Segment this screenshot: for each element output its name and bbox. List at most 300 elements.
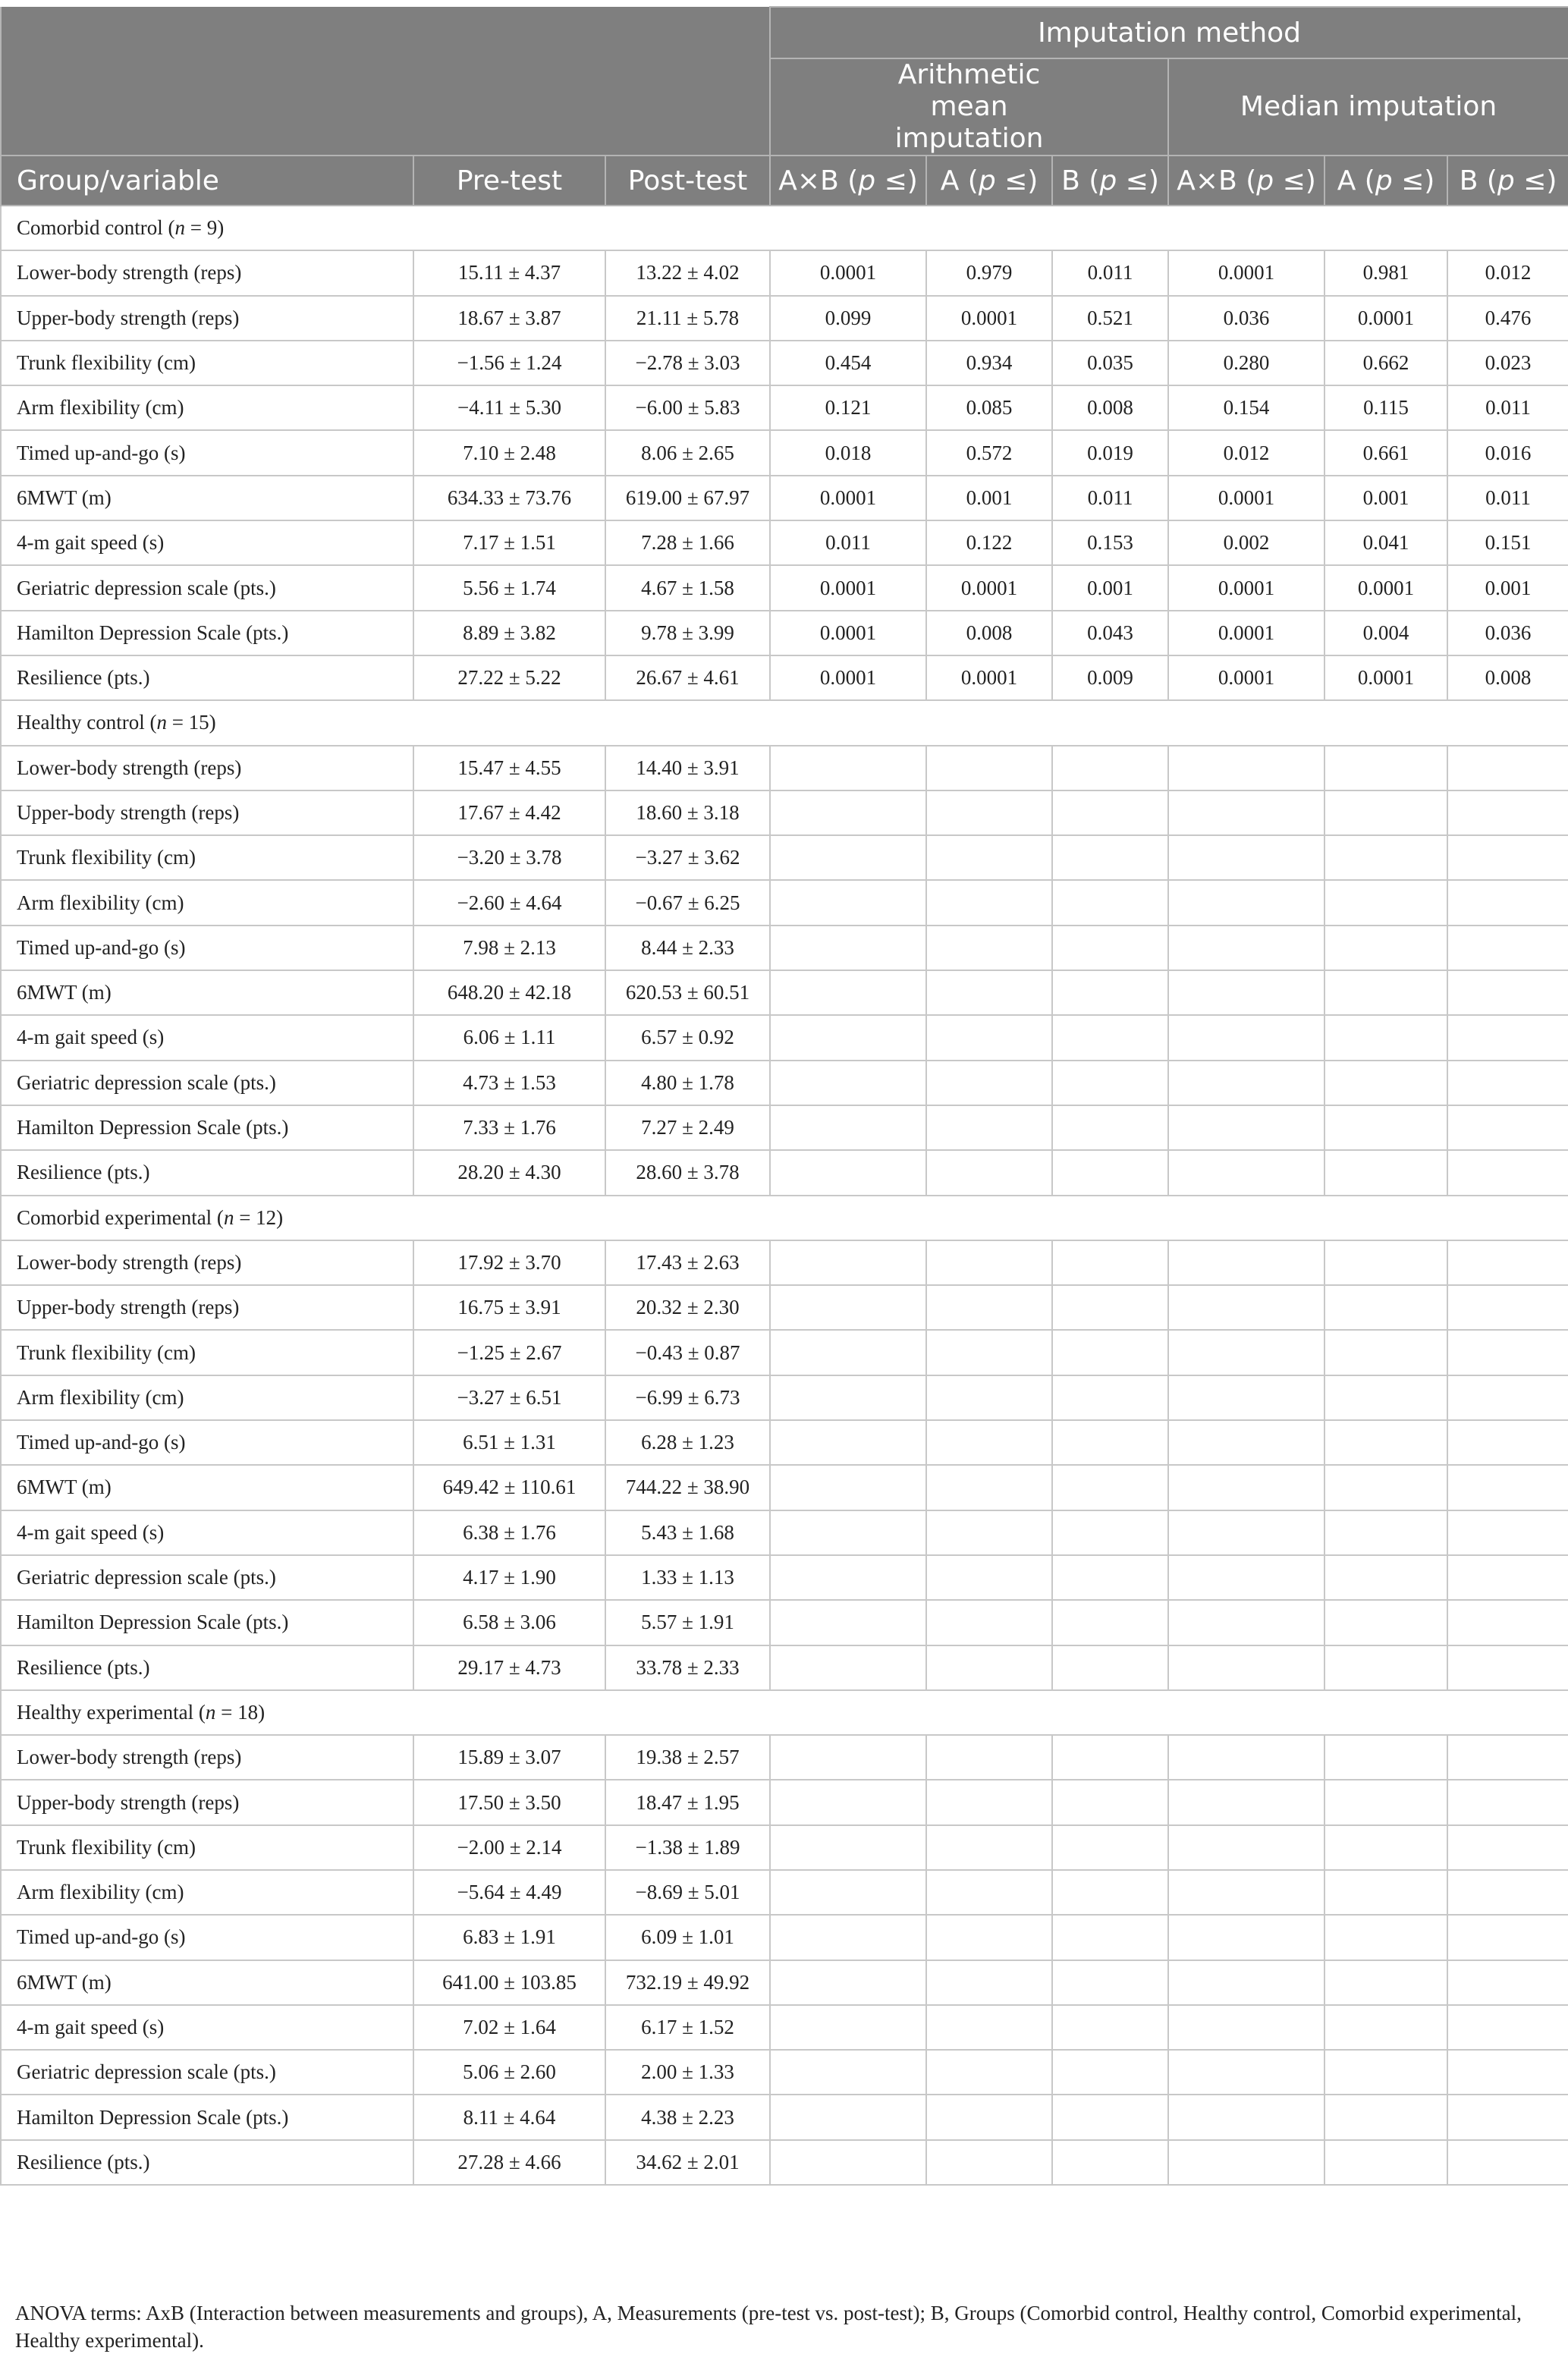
cell-am-b — [1052, 1960, 1168, 2005]
table-row — [1, 341, 1568, 385]
cell-md-a — [1324, 1375, 1447, 1420]
cell-post: 26.67 ± 4.61 — [605, 655, 770, 700]
table-row — [1, 611, 1568, 655]
cell-am-b — [1052, 746, 1168, 790]
cell-am-axb — [770, 746, 926, 790]
cell-pre: 4.73 ± 1.53 — [413, 1061, 605, 1105]
cell-md-a — [1324, 1240, 1447, 1285]
cell-am-axb — [770, 1960, 926, 2005]
cell-post: 7.28 ± 1.66 — [605, 520, 770, 565]
variable-name: Upper-body strength (reps) — [1, 790, 413, 835]
cell-am-a — [926, 1555, 1052, 1600]
table-row — [1, 1375, 1568, 1420]
cell-pre: 17.67 ± 4.42 — [413, 790, 605, 835]
cell-am-axb — [770, 1510, 926, 1555]
cell-md-a: 0.0001 — [1324, 565, 1447, 610]
cell-md-axb — [1168, 1420, 1324, 1465]
table-row — [1, 430, 1568, 475]
results-table-container — [0, 6, 1568, 2186]
header-arithmetic-mean-text: Arithmetic mean imputation — [894, 59, 1044, 154]
cell-am-b — [1052, 1555, 1168, 1600]
cell-md-axb — [1168, 1645, 1324, 1690]
cell-post: 18.47 ± 1.95 — [605, 1780, 770, 1824]
group-header-row — [1, 1196, 1568, 1240]
cell-am-a — [926, 1061, 1052, 1105]
cell-post: 620.53 ± 60.51 — [605, 970, 770, 1015]
cell-md-axb — [1168, 835, 1324, 880]
cell-md-a: 0.0001 — [1324, 655, 1447, 700]
group-n-symbol: n — [223, 1205, 234, 1229]
cell-am-b — [1052, 2005, 1168, 2050]
cell-md-axb — [1168, 1330, 1324, 1375]
cell-pre: 7.02 ± 1.64 — [413, 2005, 605, 2050]
cell-am-b — [1052, 1915, 1168, 1960]
cell-md-axb: 0.0001 — [1168, 476, 1324, 520]
cell-md-b — [1447, 1555, 1568, 1600]
cell-md-a — [1324, 1015, 1447, 1060]
variable-name: Hamilton Depression Scale (pts.) — [1, 1600, 413, 1645]
cell-md-b — [1447, 1735, 1568, 1780]
cell-pre: 648.20 ± 42.18 — [413, 970, 605, 1015]
cell-pre: 17.92 ± 3.70 — [413, 1240, 605, 1285]
cell-md-b — [1447, 790, 1568, 835]
cell-post: 4.67 ± 1.58 — [605, 565, 770, 610]
cell-post: −2.78 ± 3.03 — [605, 341, 770, 385]
cell-am-a — [926, 2095, 1052, 2139]
cell-md-b — [1447, 1150, 1568, 1195]
table-row — [1, 296, 1568, 341]
cell-md-axb — [1168, 1240, 1324, 1285]
cell-am-b — [1052, 790, 1168, 835]
group-label — [1, 700, 1568, 745]
cell-post: 4.38 ± 2.23 — [605, 2095, 770, 2139]
h-am-axb-le: ≤) — [875, 165, 918, 196]
cell-md-axb: 0.036 — [1168, 296, 1324, 341]
table-row — [1, 1555, 1568, 1600]
cell-pre: 15.89 ± 3.07 — [413, 1735, 605, 1780]
group-n-symbol: n — [205, 1700, 216, 1724]
cell-md-a — [1324, 1960, 1447, 2005]
cell-pre: −5.64 ± 4.49 — [413, 1870, 605, 1915]
cell-am-a: 0.0001 — [926, 296, 1052, 341]
cell-am-axb — [770, 2005, 926, 2050]
table-row — [1, 2095, 1568, 2139]
cell-md-axb — [1168, 2095, 1324, 2139]
cell-am-a: 0.0001 — [926, 565, 1052, 610]
cell-md-b — [1447, 835, 1568, 880]
variable-name: Trunk flexibility (cm) — [1, 1825, 413, 1870]
cell-am-a: 0.572 — [926, 430, 1052, 475]
variable-name: 4-m gait speed (s) — [1, 520, 413, 565]
cell-pre: 8.89 ± 3.82 — [413, 611, 605, 655]
cell-md-axb — [1168, 1015, 1324, 1060]
header-median: Median imputation — [1168, 58, 1568, 156]
cell-am-b — [1052, 1285, 1168, 1330]
table-row — [1, 250, 1568, 295]
h-am-b-pre: B ( — [1061, 165, 1100, 196]
cell-am-a — [926, 1780, 1052, 1824]
group-n-value: = 18) — [215, 1700, 266, 1724]
cell-am-axb — [770, 835, 926, 880]
cell-pre: 6.06 ± 1.11 — [413, 1015, 605, 1060]
cell-md-b — [1447, 1375, 1568, 1420]
group-header-row — [1, 700, 1568, 745]
cell-am-a — [926, 1510, 1052, 1555]
table-footnote: ANOVA terms: AxB (Interaction between measurements and groups), A, Measurements (pre-test vs. post-test); B, Groups (Comorbid control, Healthy control, Comorbid experimental, Healthy experimental). — [15, 2302, 1522, 2352]
cell-md-a — [1324, 1465, 1447, 1510]
cell-am-axb: 0.0001 — [770, 611, 926, 655]
cell-md-a — [1324, 2140, 1447, 2185]
cell-am-a: 0.122 — [926, 520, 1052, 565]
cell-post: 34.62 ± 2.01 — [605, 2140, 770, 2185]
cell-post: 28.60 ± 3.78 — [605, 1150, 770, 1195]
h-md-axb-le: ≤) — [1274, 165, 1316, 196]
cell-post: 20.32 ± 2.30 — [605, 1285, 770, 1330]
cell-md-a: 0.661 — [1324, 430, 1447, 475]
header-blank — [1, 7, 770, 58]
cell-md-axb — [1168, 1465, 1324, 1510]
cell-am-b — [1052, 1645, 1168, 1690]
cell-md-b — [1447, 1780, 1568, 1824]
cell-am-a — [926, 746, 1052, 790]
cell-md-b — [1447, 2140, 1568, 2185]
cell-am-axb: 0.454 — [770, 341, 926, 385]
cell-md-b — [1447, 1600, 1568, 1645]
cell-md-b — [1447, 1960, 1568, 2005]
cell-md-axb — [1168, 1870, 1324, 1915]
cell-am-axb — [770, 2050, 926, 2095]
cell-md-axb: 0.002 — [1168, 520, 1324, 565]
cell-md-a — [1324, 2050, 1447, 2095]
cell-post: −6.99 ± 6.73 — [605, 1375, 770, 1420]
cell-pre: −2.00 ± 2.14 — [413, 1825, 605, 1870]
h-am-axb-p: p — [858, 165, 876, 196]
cell-md-axb: 0.0001 — [1168, 655, 1324, 700]
cell-am-b — [1052, 1780, 1168, 1824]
table-row — [1, 1105, 1568, 1150]
cell-am-b: 0.043 — [1052, 611, 1168, 655]
cell-md-a: 0.662 — [1324, 341, 1447, 385]
table-body — [1, 206, 1568, 2185]
header-md-a — [1324, 156, 1447, 206]
variable-name: Arm flexibility (cm) — [1, 1870, 413, 1915]
cell-post: 2.00 ± 1.33 — [605, 2050, 770, 2095]
cell-am-a — [926, 835, 1052, 880]
cell-md-a — [1324, 2005, 1447, 2050]
cell-am-axb: 0.011 — [770, 520, 926, 565]
cell-post: 8.06 ± 2.65 — [605, 430, 770, 475]
table-row — [1, 1420, 1568, 1465]
cell-md-axb — [1168, 746, 1324, 790]
cell-md-b — [1447, 2050, 1568, 2095]
cell-md-a — [1324, 1645, 1447, 1690]
h-am-b-le: ≤) — [1117, 165, 1159, 196]
cell-pre: 641.00 ± 103.85 — [413, 1960, 605, 2005]
cell-am-b — [1052, 1420, 1168, 1465]
results-table — [0, 6, 1568, 2186]
cell-am-b — [1052, 1465, 1168, 1510]
cell-am-b — [1052, 2140, 1168, 2185]
group-label — [1, 1196, 1568, 1240]
cell-am-b: 0.019 — [1052, 430, 1168, 475]
cell-md-b — [1447, 1240, 1568, 1285]
cell-post: −8.69 ± 5.01 — [605, 1870, 770, 1915]
group-label-text: Healthy experimental ( — [17, 1700, 206, 1724]
group-n-value: = 9) — [184, 216, 225, 240]
table-row — [1, 1870, 1568, 1915]
cell-md-a — [1324, 1420, 1447, 1465]
header-am-b — [1052, 156, 1168, 206]
cell-md-b — [1447, 880, 1568, 925]
cell-am-axb: 0.099 — [770, 296, 926, 341]
table-row — [1, 565, 1568, 610]
variable-name: Geriatric depression scale (pts.) — [1, 1555, 413, 1600]
cell-md-b — [1447, 1870, 1568, 1915]
cell-am-axb — [770, 1240, 926, 1285]
variable-name: Lower-body strength (reps) — [1, 1735, 413, 1780]
cell-am-axb — [770, 1420, 926, 1465]
group-n-value: = 15) — [166, 711, 216, 734]
cell-pre: −1.25 ± 2.67 — [413, 1330, 605, 1375]
cell-am-b — [1052, 1735, 1168, 1780]
cell-am-axb: 0.121 — [770, 385, 926, 430]
cell-post: 6.28 ± 1.23 — [605, 1420, 770, 1465]
cell-md-a — [1324, 880, 1447, 925]
cell-am-b — [1052, 1240, 1168, 1285]
table-row — [1, 1915, 1568, 1960]
cell-md-b: 0.011 — [1447, 476, 1568, 520]
group-label-text: Comorbid control ( — [17, 216, 175, 240]
cell-pre: 5.56 ± 1.74 — [413, 565, 605, 610]
cell-md-b — [1447, 926, 1568, 970]
cell-md-b — [1447, 1465, 1568, 1510]
variable-name: Timed up-and-go (s) — [1, 1915, 413, 1960]
cell-md-axb — [1168, 1825, 1324, 1870]
cell-am-a — [926, 926, 1052, 970]
variable-name: Resilience (pts.) — [1, 1150, 413, 1195]
table-row — [1, 520, 1568, 565]
table-row — [1, 1285, 1568, 1330]
cell-am-b: 0.011 — [1052, 476, 1168, 520]
cell-md-axb: 0.0001 — [1168, 565, 1324, 610]
h-am-b-p: p — [1099, 165, 1117, 196]
cell-am-a — [926, 1870, 1052, 1915]
cell-md-b — [1447, 1915, 1568, 1960]
table-row — [1, 790, 1568, 835]
cell-am-a — [926, 880, 1052, 925]
cell-am-b — [1052, 1825, 1168, 1870]
variable-name: Lower-body strength (reps) — [1, 746, 413, 790]
cell-md-a: 0.001 — [1324, 476, 1447, 520]
cell-md-axb — [1168, 790, 1324, 835]
cell-md-a — [1324, 1915, 1447, 1960]
cell-am-axb: 0.0001 — [770, 250, 926, 295]
cell-md-axb: 0.012 — [1168, 430, 1324, 475]
table-row — [1, 880, 1568, 925]
group-n-value: = 12) — [234, 1205, 284, 1229]
cell-md-b — [1447, 2005, 1568, 2050]
table-row — [1, 1240, 1568, 1285]
h-am-a-p: p — [978, 165, 996, 196]
cell-post: 19.38 ± 2.57 — [605, 1735, 770, 1780]
cell-md-axb — [1168, 926, 1324, 970]
variable-name: Resilience (pts.) — [1, 655, 413, 700]
cell-am-axb — [770, 1600, 926, 1645]
table-row — [1, 1510, 1568, 1555]
cell-post: 18.60 ± 3.18 — [605, 790, 770, 835]
variable-name: 6MWT (m) — [1, 1960, 413, 2005]
cell-am-a: 0.934 — [926, 341, 1052, 385]
variable-name: 4-m gait speed (s) — [1, 1015, 413, 1060]
cell-pre: 4.17 ± 1.90 — [413, 1555, 605, 1600]
table-row — [1, 1015, 1568, 1060]
cell-am-axb — [770, 1465, 926, 1510]
cell-am-b — [1052, 835, 1168, 880]
table-row — [1, 2050, 1568, 2095]
cell-post: 732.19 ± 49.92 — [605, 1960, 770, 2005]
table-row — [1, 1150, 1568, 1195]
cell-md-a — [1324, 1555, 1447, 1600]
cell-md-a — [1324, 1735, 1447, 1780]
cell-md-a — [1324, 926, 1447, 970]
cell-am-b: 0.035 — [1052, 341, 1168, 385]
variable-name: Trunk flexibility (cm) — [1, 341, 413, 385]
cell-am-axb — [770, 2095, 926, 2139]
cell-post: 619.00 ± 67.97 — [605, 476, 770, 520]
cell-post: 6.17 ± 1.52 — [605, 2005, 770, 2050]
cell-am-b — [1052, 2095, 1168, 2139]
variable-name: Upper-body strength (reps) — [1, 296, 413, 341]
cell-pre: 649.42 ± 110.61 — [413, 1465, 605, 1510]
cell-post: 6.57 ± 0.92 — [605, 1015, 770, 1060]
cell-md-a: 0.004 — [1324, 611, 1447, 655]
cell-am-axb — [770, 1870, 926, 1915]
cell-post: 21.11 ± 5.78 — [605, 296, 770, 341]
cell-am-a — [926, 1285, 1052, 1330]
cell-am-axb — [770, 1105, 926, 1150]
cell-md-a — [1324, 1061, 1447, 1105]
cell-am-a — [926, 1645, 1052, 1690]
table-row — [1, 970, 1568, 1015]
variable-name: Arm flexibility (cm) — [1, 880, 413, 925]
cell-post: 4.80 ± 1.78 — [605, 1061, 770, 1105]
cell-am-b — [1052, 1870, 1168, 1915]
cell-am-axb: 0.0001 — [770, 565, 926, 610]
variable-name: Trunk flexibility (cm) — [1, 835, 413, 880]
cell-post: −6.00 ± 5.83 — [605, 385, 770, 430]
cell-md-b: 0.016 — [1447, 430, 1568, 475]
variable-name: Timed up-and-go (s) — [1, 926, 413, 970]
header-group-variable: Group/variable — [1, 156, 413, 206]
cell-post: −0.43 ± 0.87 — [605, 1330, 770, 1375]
cell-am-b — [1052, 1375, 1168, 1420]
cell-pre: −2.60 ± 4.64 — [413, 880, 605, 925]
cell-am-axb — [770, 1150, 926, 1195]
cell-am-b — [1052, 970, 1168, 1015]
h-md-b-p: p — [1497, 165, 1515, 196]
cell-post: 1.33 ± 1.13 — [605, 1555, 770, 1600]
variable-name: Timed up-and-go (s) — [1, 1420, 413, 1465]
variable-name: Geriatric depression scale (pts.) — [1, 565, 413, 610]
cell-md-b — [1447, 1645, 1568, 1690]
h-md-axb-pre: A×B ( — [1177, 165, 1257, 196]
cell-am-a — [926, 1825, 1052, 1870]
h-md-a-p: p — [1375, 165, 1393, 196]
group-label — [1, 206, 1568, 250]
cell-md-a — [1324, 790, 1447, 835]
cell-am-b: 0.153 — [1052, 520, 1168, 565]
cell-am-a — [926, 1150, 1052, 1195]
cell-md-axb — [1168, 1061, 1324, 1105]
cell-am-a — [926, 2005, 1052, 2050]
cell-md-b — [1447, 1510, 1568, 1555]
cell-am-axb — [770, 1061, 926, 1105]
cell-md-a — [1324, 1780, 1447, 1824]
cell-post: 744.22 ± 38.90 — [605, 1465, 770, 1510]
variable-name: Hamilton Depression Scale (pts.) — [1, 611, 413, 655]
cell-am-a — [926, 970, 1052, 1015]
cell-pre: 6.38 ± 1.76 — [413, 1510, 605, 1555]
cell-am-axb — [770, 1330, 926, 1375]
cell-pre: 7.98 ± 2.13 — [413, 926, 605, 970]
variable-name: Geriatric depression scale (pts.) — [1, 1061, 413, 1105]
cell-md-b — [1447, 970, 1568, 1015]
cell-md-b: 0.151 — [1447, 520, 1568, 565]
cell-am-a — [926, 1735, 1052, 1780]
cell-am-axb — [770, 970, 926, 1015]
cell-pre: 27.22 ± 5.22 — [413, 655, 605, 700]
cell-post: 5.43 ± 1.68 — [605, 1510, 770, 1555]
variable-name: 4-m gait speed (s) — [1, 1510, 413, 1555]
cell-am-a — [926, 1465, 1052, 1510]
cell-md-b: 0.001 — [1447, 565, 1568, 610]
cell-am-a — [926, 2140, 1052, 2185]
cell-am-axb: 0.0001 — [770, 655, 926, 700]
cell-md-axb — [1168, 1600, 1324, 1645]
variable-name: Timed up-and-go (s) — [1, 430, 413, 475]
cell-pre: 6.83 ± 1.91 — [413, 1915, 605, 1960]
cell-md-b: 0.008 — [1447, 655, 1568, 700]
cell-md-a — [1324, 1870, 1447, 1915]
h-md-a-pre: A ( — [1337, 165, 1375, 196]
group-label — [1, 1690, 1568, 1735]
cell-am-b — [1052, 1600, 1168, 1645]
cell-am-b — [1052, 1105, 1168, 1150]
cell-md-b: 0.036 — [1447, 611, 1568, 655]
cell-md-b — [1447, 1105, 1568, 1150]
cell-am-a: 0.008 — [926, 611, 1052, 655]
variable-name: Arm flexibility (cm) — [1, 385, 413, 430]
cell-md-a — [1324, 1825, 1447, 1870]
table-row — [1, 1061, 1568, 1105]
cell-md-axb — [1168, 1780, 1324, 1824]
header-blank-2 — [1, 58, 770, 156]
variable-name: 6MWT (m) — [1, 970, 413, 1015]
cell-am-b: 0.001 — [1052, 565, 1168, 610]
table-row — [1, 385, 1568, 430]
cell-md-b — [1447, 1285, 1568, 1330]
cell-pre: 15.11 ± 4.37 — [413, 250, 605, 295]
cell-md-axb — [1168, 970, 1324, 1015]
cell-md-a — [1324, 1510, 1447, 1555]
cell-am-b — [1052, 1150, 1168, 1195]
cell-pre: 7.17 ± 1.51 — [413, 520, 605, 565]
table-row — [1, 1600, 1568, 1645]
cell-pre: −3.27 ± 6.51 — [413, 1375, 605, 1420]
cell-am-b: 0.011 — [1052, 250, 1168, 295]
variable-name: Geriatric depression scale (pts.) — [1, 2050, 413, 2095]
cell-md-b — [1447, 2095, 1568, 2139]
